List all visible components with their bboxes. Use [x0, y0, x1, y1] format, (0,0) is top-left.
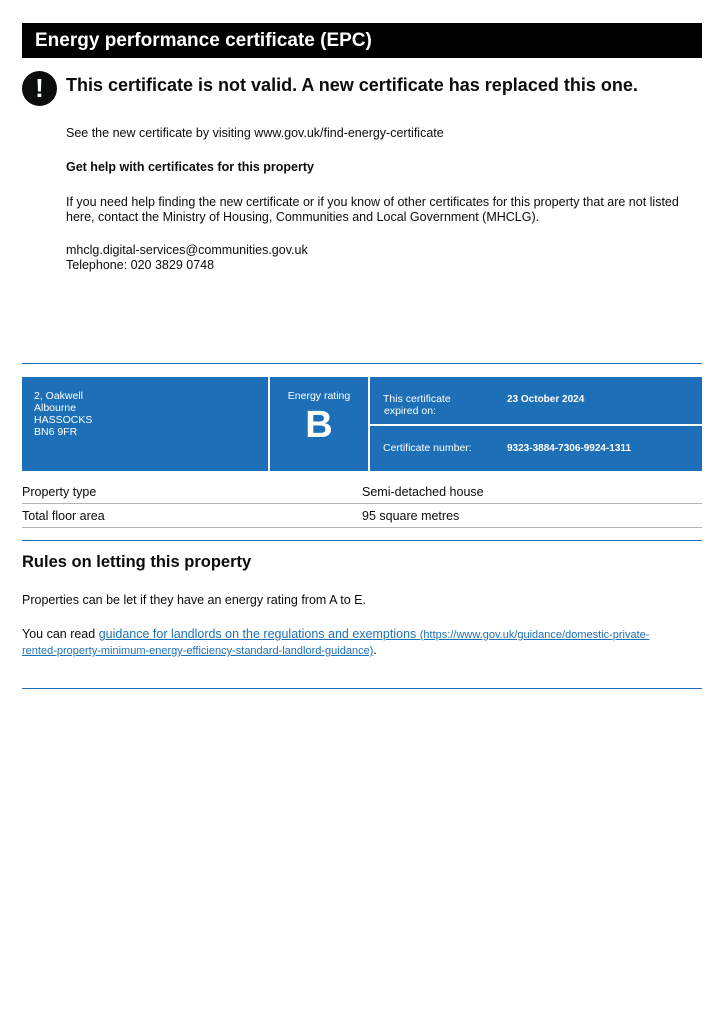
expired-label-line-1: This certificate — [383, 393, 451, 405]
divider — [22, 363, 702, 364]
see-new-certificate-text: See the new certificate by visiting www.gov.uk/find-energy-certificate — [66, 126, 444, 140]
energy-rating-box — [270, 377, 368, 471]
expired-date: 23 October 2024 — [507, 394, 585, 405]
guidance-link-text: guidance for landlords on the regulations and exemptions — [98, 627, 417, 641]
help-text-line-2: here, contact the Ministry of Housing, Communities and Local Government (MHCLG). — [66, 210, 540, 224]
warning-heading: This certificate is not valid. A new certificate has replaced this one. — [66, 75, 638, 95]
floor-area-value: 95 square metres — [362, 509, 460, 523]
help-text-line-1: If you need help finding the new certificate or if you know of other certificates for this property that are not listed — [66, 195, 679, 209]
property-type-value: Semi-detached house — [362, 485, 484, 499]
address-line: BN6 9FR — [34, 426, 78, 438]
expired-label-line-2: expired on: — [384, 405, 436, 417]
contact-details — [66, 243, 308, 273]
certificate-number-label: Certificate number: — [383, 442, 472, 454]
energy-rating-letter: B — [305, 404, 333, 446]
help-text — [66, 195, 679, 225]
certificate-number-box — [370, 426, 702, 471]
floor-area-row — [22, 503, 702, 528]
property-address — [22, 377, 268, 471]
certificate-expiry-box — [370, 377, 702, 424]
page-title: Energy performance certificate (EPC) — [22, 23, 702, 58]
divider — [22, 688, 702, 689]
floor-area-label: Total floor area — [22, 509, 105, 523]
help-heading: Get help with certificates for this property — [66, 160, 314, 174]
guidance-link-url-1: (https://www.gov.uk/guidance/domestic-private- — [419, 629, 650, 641]
property-type-label: Property type — [22, 485, 97, 499]
address-line: HASSOCKS — [34, 414, 93, 426]
address-line: 2, Oakwell — [34, 390, 84, 402]
letting-rules-heading: Rules on letting this property — [22, 553, 252, 571]
expired-label — [383, 393, 451, 417]
letting-rules-text: Properties can be let if they have an energy rating from A to E. — [22, 593, 366, 607]
guidance-link[interactable] — [22, 627, 649, 657]
guidance-paragraph — [22, 627, 702, 659]
address-line: Albourne — [34, 402, 77, 414]
guidance-suffix: . — [373, 643, 377, 657]
exclamation-icon: ! — [22, 71, 57, 106]
contact-email: mhclg.digital-services@communities.gov.uk — [66, 243, 308, 257]
certificate-number-value: 9323-3884-7306-9924-1311 — [507, 443, 631, 454]
contact-telephone: Telephone: 020 3829 0748 — [66, 258, 215, 272]
guidance-link-url-2: rented-property-minimum-energy-efficiency-standard-landlord-guidance) — [22, 645, 374, 657]
guidance-prefix: You can read — [22, 627, 96, 641]
divider — [22, 540, 702, 541]
energy-rating-label: Energy rating — [287, 390, 351, 402]
property-type-row — [22, 479, 702, 504]
